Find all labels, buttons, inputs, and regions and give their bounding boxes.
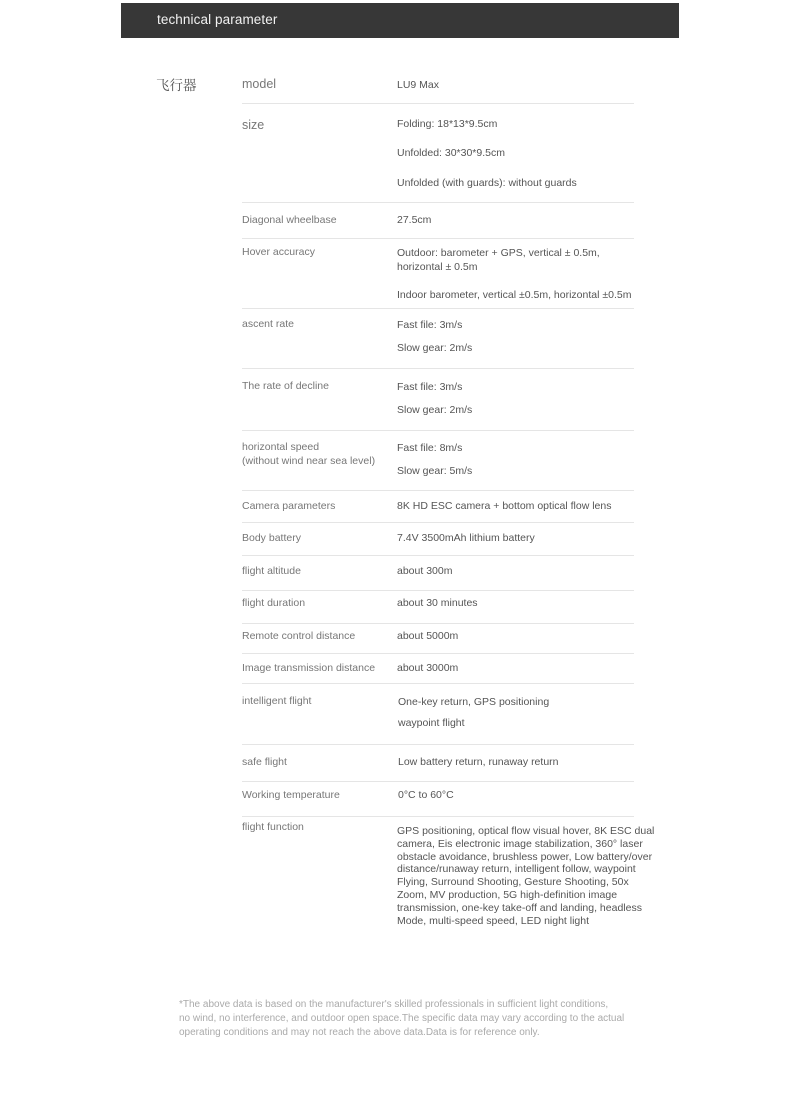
spec-value: about 3000m <box>397 662 459 674</box>
spec-row-remote-distance <box>242 623 634 654</box>
spec-label: safe flight <box>242 756 287 768</box>
spec-row-camera <box>242 490 634 523</box>
spec-label: model <box>242 77 277 91</box>
spec-value: Unfolded: 30*30*9.5cm <box>397 147 505 159</box>
disclaimer <box>179 998 649 1040</box>
section-title: 飞行器 <box>156 78 197 94</box>
page-title: technical parameter <box>157 12 278 27</box>
spec-label: Camera parameters <box>242 500 336 512</box>
spec-label: Image transmission distance <box>242 662 376 674</box>
spec-label: intelligent flight <box>242 695 312 707</box>
spec-label: horizontal speed <box>242 441 320 453</box>
spec-value: Unfolded (with guards): without guards <box>397 177 577 189</box>
spec-label: ascent rate <box>242 318 294 330</box>
spec-value: horizontal ± 0.5m <box>397 261 478 273</box>
spec-value: waypoint flight <box>398 717 465 729</box>
spec-value: about 30 minutes <box>397 597 478 609</box>
spec-row-duration <box>242 590 634 624</box>
spec-value: 7.4V 3500mAh lithium battery <box>397 532 535 544</box>
spec-value: Slow gear: 5m/s <box>397 465 473 477</box>
spec-label: Working temperature <box>242 789 340 801</box>
spec-label: flight altitude <box>242 565 301 577</box>
spec-row-battery <box>242 522 634 556</box>
spec-value: LU9 Max <box>397 79 440 91</box>
disclaimer-line: operating conditions and may not reach the above data.Data is for reference only. <box>179 1027 540 1038</box>
spec-row-altitude <box>242 555 634 591</box>
spec-label: flight duration <box>242 597 306 609</box>
spec-label: Hover accuracy <box>242 246 315 258</box>
spec-value: Low battery return, runaway return <box>398 756 559 768</box>
spec-value: 0°C to 60°C <box>398 789 454 801</box>
spec-value: Fast file: 3m/s <box>397 381 463 393</box>
disclaimer-line: no wind, no interference, and outdoor open space.The specific data may vary according to the actual <box>179 1013 625 1024</box>
spec-label: Remote control distance <box>242 630 356 642</box>
spec-label: Diagonal wheelbase <box>242 214 337 226</box>
spec-row-horizontal-speed <box>242 430 634 491</box>
spec-label: size <box>242 118 265 132</box>
spec-row-size <box>242 103 634 203</box>
spec-row-safe-flight <box>242 744 634 782</box>
spec-label: flight function <box>242 821 304 833</box>
spec-row-intelligent-flight <box>242 683 634 745</box>
spec-value: GPS positioning, optical flow visual hover, 8K ESC dual camera, Eis electronic image stabilization, 360° laser obstacle avoidance, brushless power, Low battery/over distance/runaway return, intelligent follow, waypoint Flying, Surround Shooting, Gesture Shooting, 50x Zoom, MV production, 5G high-definition image transmission, one-key take-off and landing, headless Mode, multi-speed speed, LED night light <box>397 825 655 927</box>
spec-row-wheelbase <box>242 202 634 239</box>
spec-value: Fast file: 3m/s <box>397 319 463 331</box>
spec-value: Indoor barometer, vertical ±0.5m, horizontal ±0.5m <box>397 289 632 301</box>
spec-row-model <box>242 70 634 104</box>
spec-label: The rate of decline <box>242 380 329 392</box>
spec-row-decline-rate <box>242 368 634 431</box>
spec-row-temperature <box>242 781 634 817</box>
spec-row-hover-accuracy <box>242 238 634 309</box>
spec-value: 8K HD ESC camera + bottom optical flow lens <box>397 500 612 512</box>
spec-value: about 300m <box>397 565 453 577</box>
spec-value: One-key return, GPS positioning <box>398 696 550 708</box>
spec-value: Fast file: 8m/s <box>397 442 463 454</box>
spec-value: about 5000m <box>397 630 459 642</box>
spec-label-note: (without wind near sea level) <box>242 455 376 467</box>
spec-row-flight-function <box>242 816 655 940</box>
spec-value: 27.5cm <box>397 214 432 226</box>
spec-value: Folding: 18*13*9.5cm <box>397 118 498 130</box>
header-bar <box>121 3 679 38</box>
spec-value: Outdoor: barometer + GPS, vertical ± 0.5m, <box>397 247 600 259</box>
spec-label: Body battery <box>242 532 301 544</box>
spec-value: Slow gear: 2m/s <box>397 404 473 416</box>
disclaimer-line: *The above data is based on the manufacturer's skilled professionals in sufficient light conditions, <box>179 999 609 1010</box>
spec-row-transmission-distance <box>242 653 634 684</box>
spec-row-ascent-rate <box>242 308 634 369</box>
spec-value: Slow gear: 2m/s <box>397 342 473 354</box>
